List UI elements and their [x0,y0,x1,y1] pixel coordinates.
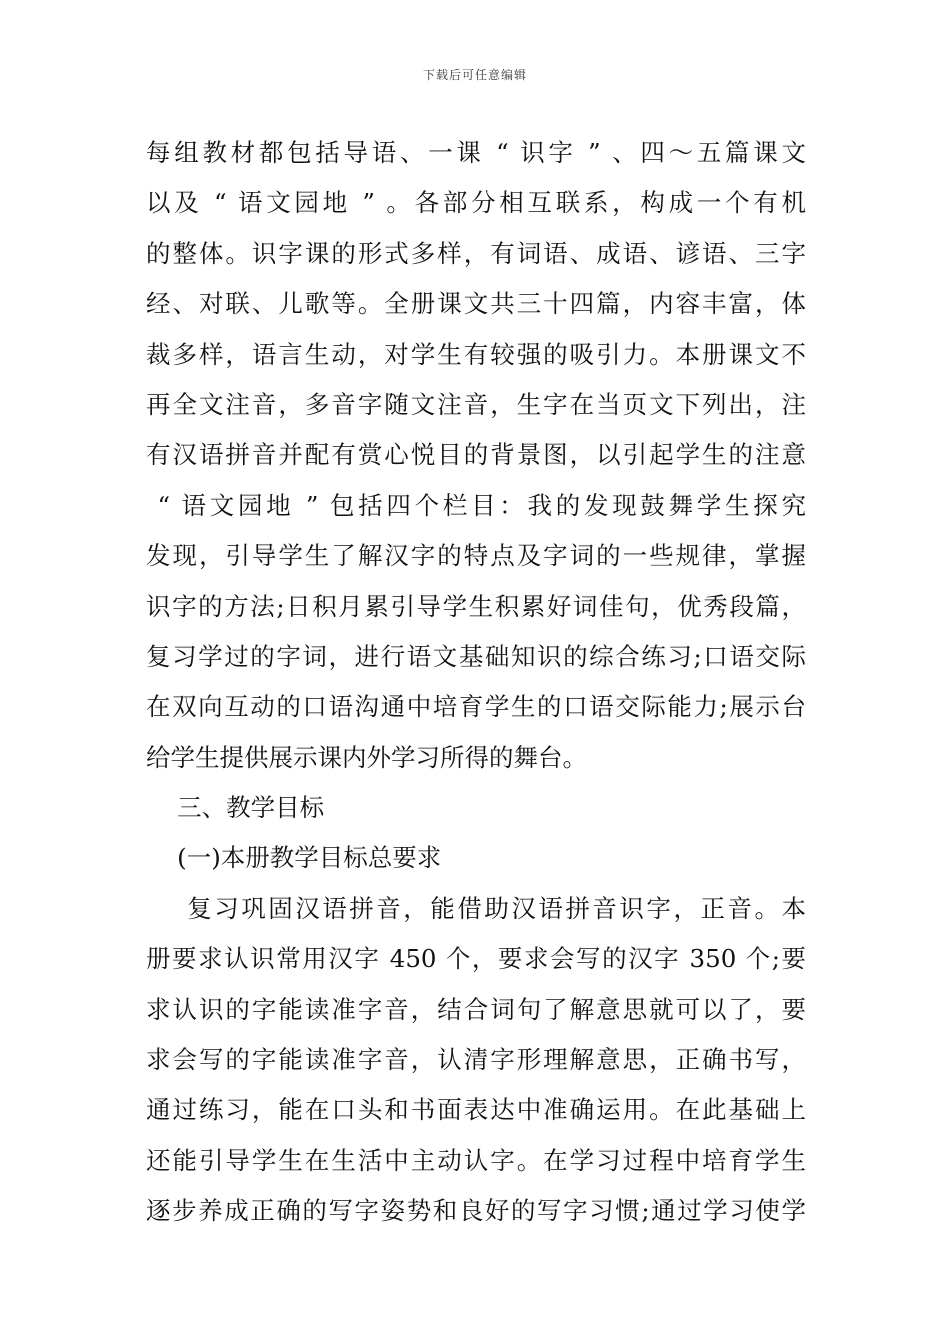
text-line: 有汉语拼音并配有赏心悦目的背景图，以引起学生的注意 [146,440,806,470]
text-line: 册要求认识常用汉字 450 个，要求会写的汉字 350 个;要 [146,944,806,974]
text-line: 发现，引导学生了解汉字的特点及字词的一些规律，掌握 [146,541,806,571]
text-line: 再全文注音，多音字随文注音，生字在当页文下列出，注 [146,389,806,419]
text-line: 的整体。识字课的形式多样，有词语、成语、谚语、三字 [146,238,806,268]
text-line: 以及 “ 语文园地 ” 。各部分相互联系，构成一个有机 [146,188,806,218]
text-line: (一)本册教学目标总要求 [146,843,442,873]
text-line: 还能引导学生在生活中主动认字。在学习过程中培育学生 [146,1145,806,1175]
text-line: 在双向互动的口语沟通中培育学生的口语交际能力;展示台 [146,692,806,722]
text-line: 给学生提供展示课内外学习所得的舞台。 [146,742,587,772]
text-line: 通过练习，能在口头和书面表达中准确运用。在此基础上 [146,1095,806,1125]
text-line: 识字的方法;日积月累引导学生积累好词佳句，优秀段篇， [146,591,806,621]
page-header-note: 下载后可任意编辑 [422,68,527,82]
text-line: 逐步养成正确的写字姿势和良好的写字习惯;通过学习使学 [146,1196,806,1226]
text-line: 复习学过的字词，进行语文基础知识的综合练习;口语交际 [146,641,806,671]
text-line: 经、对联、儿歌等。全册课文共三十四篇，内容丰富，体 [146,289,806,319]
text-line: 求会写的字能读准字音，认清字形理解意思，正确书写， [146,1045,806,1075]
text-line: 三、教学目标 [146,793,325,823]
document-body [146,128,806,1237]
text-line: 裁多样，语言生动，对学生有较强的吸引力。本册课文不 [146,339,806,369]
text-line: 复习巩固汉语拼音，能借助汉语拼音识字，正音。本 [146,893,806,923]
text-line: “ 语文园地 ” 包括四个栏目：我的发现鼓舞学生探究 [146,490,806,520]
text-line: 求认识的字能读准字音，结合词句了解意思就可以了，要 [146,994,806,1024]
text-line: 每组教材都包括导语、一课 “ 识字 ” 、四～五篇课文 [146,138,806,167]
